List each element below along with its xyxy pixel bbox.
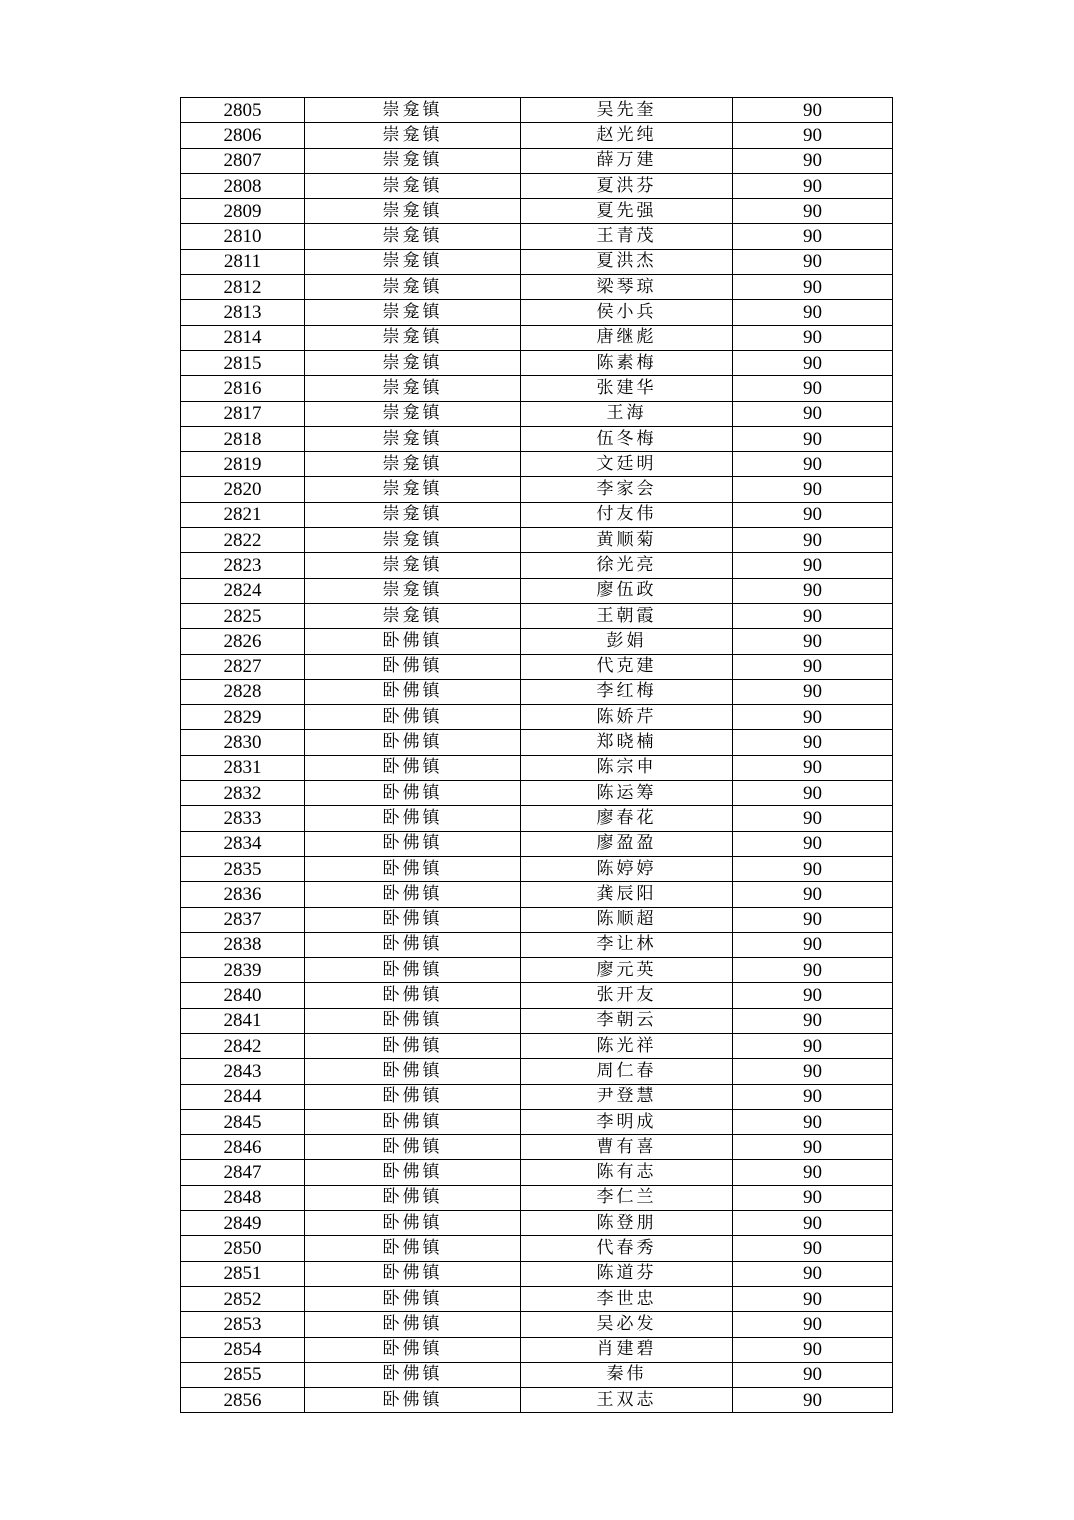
name-cell: 付友伟 bbox=[521, 502, 733, 527]
amount-cell: 90 bbox=[733, 553, 893, 578]
town-cell: 卧佛镇 bbox=[305, 983, 521, 1008]
name-cell: 廖春花 bbox=[521, 806, 733, 831]
amount-cell: 90 bbox=[733, 502, 893, 527]
row-number-cell: 2851 bbox=[181, 1261, 305, 1286]
amount-cell: 90 bbox=[733, 958, 893, 983]
town-cell: 卧佛镇 bbox=[305, 831, 521, 856]
table-row bbox=[181, 173, 893, 198]
row-number-cell: 2815 bbox=[181, 350, 305, 375]
row-number-cell: 2821 bbox=[181, 502, 305, 527]
town-cell: 卧佛镇 bbox=[305, 856, 521, 881]
row-number-cell: 2807 bbox=[181, 148, 305, 173]
table-row bbox=[181, 907, 893, 932]
row-number-cell: 2805 bbox=[181, 98, 305, 123]
name-cell: 代克建 bbox=[521, 654, 733, 679]
row-number-cell: 2827 bbox=[181, 654, 305, 679]
town-cell: 卧佛镇 bbox=[305, 781, 521, 806]
name-cell: 周仁春 bbox=[521, 1059, 733, 1084]
town-cell: 卧佛镇 bbox=[305, 1109, 521, 1134]
town-cell: 崇龛镇 bbox=[305, 528, 521, 553]
town-cell: 崇龛镇 bbox=[305, 123, 521, 148]
town-cell: 卧佛镇 bbox=[305, 654, 521, 679]
name-cell: 陈娇芹 bbox=[521, 705, 733, 730]
amount-cell: 90 bbox=[733, 1312, 893, 1337]
table-row bbox=[181, 1033, 893, 1058]
name-cell: 李朝云 bbox=[521, 1008, 733, 1033]
amount-cell: 90 bbox=[733, 932, 893, 957]
table-row bbox=[181, 856, 893, 881]
amount-cell: 90 bbox=[733, 1059, 893, 1084]
table-row bbox=[181, 148, 893, 173]
name-cell: 代春秀 bbox=[521, 1236, 733, 1261]
name-cell: 夏洪杰 bbox=[521, 249, 733, 274]
name-cell: 伍冬梅 bbox=[521, 426, 733, 451]
table-row bbox=[181, 249, 893, 274]
table-row bbox=[181, 831, 893, 856]
town-cell: 卧佛镇 bbox=[305, 1185, 521, 1210]
amount-cell: 90 bbox=[733, 603, 893, 628]
amount-cell: 90 bbox=[733, 1211, 893, 1236]
row-number-cell: 2845 bbox=[181, 1109, 305, 1134]
amount-cell: 90 bbox=[733, 907, 893, 932]
name-cell: 陈婷婷 bbox=[521, 856, 733, 881]
name-cell: 张开友 bbox=[521, 983, 733, 1008]
amount-cell: 90 bbox=[733, 224, 893, 249]
town-cell: 卧佛镇 bbox=[305, 1160, 521, 1185]
table-row bbox=[181, 1160, 893, 1185]
table-row bbox=[181, 730, 893, 755]
name-cell: 夏洪芬 bbox=[521, 173, 733, 198]
table-row bbox=[181, 1337, 893, 1362]
amount-cell: 90 bbox=[733, 98, 893, 123]
name-cell: 陈登朋 bbox=[521, 1211, 733, 1236]
town-cell: 崇龛镇 bbox=[305, 199, 521, 224]
row-number-cell: 2850 bbox=[181, 1236, 305, 1261]
table-row bbox=[181, 1109, 893, 1134]
row-number-cell: 2833 bbox=[181, 806, 305, 831]
row-number-cell: 2849 bbox=[181, 1211, 305, 1236]
table-row bbox=[181, 1185, 893, 1210]
table-row bbox=[181, 1286, 893, 1311]
town-cell: 崇龛镇 bbox=[305, 502, 521, 527]
amount-cell: 90 bbox=[733, 528, 893, 553]
table-row bbox=[181, 932, 893, 957]
roster-table-body bbox=[181, 98, 893, 1413]
row-number-cell: 2852 bbox=[181, 1286, 305, 1311]
amount-cell: 90 bbox=[733, 654, 893, 679]
row-number-cell: 2843 bbox=[181, 1059, 305, 1084]
amount-cell: 90 bbox=[733, 983, 893, 1008]
amount-cell: 90 bbox=[733, 1388, 893, 1413]
name-cell: 陈光祥 bbox=[521, 1033, 733, 1058]
table-row bbox=[181, 224, 893, 249]
town-cell: 崇龛镇 bbox=[305, 350, 521, 375]
town-cell: 卧佛镇 bbox=[305, 1211, 521, 1236]
row-number-cell: 2856 bbox=[181, 1388, 305, 1413]
table-row bbox=[181, 199, 893, 224]
table-row bbox=[181, 1135, 893, 1160]
name-cell: 陈有志 bbox=[521, 1160, 733, 1185]
row-number-cell: 2818 bbox=[181, 426, 305, 451]
table-row bbox=[181, 553, 893, 578]
row-number-cell: 2835 bbox=[181, 856, 305, 881]
row-number-cell: 2837 bbox=[181, 907, 305, 932]
amount-cell: 90 bbox=[733, 325, 893, 350]
row-number-cell: 2838 bbox=[181, 932, 305, 957]
amount-cell: 90 bbox=[733, 1286, 893, 1311]
amount-cell: 90 bbox=[733, 1236, 893, 1261]
table-row bbox=[181, 1059, 893, 1084]
amount-cell: 90 bbox=[733, 1084, 893, 1109]
amount-cell: 90 bbox=[733, 477, 893, 502]
name-cell: 彭娟 bbox=[521, 629, 733, 654]
name-cell: 李世忠 bbox=[521, 1286, 733, 1311]
amount-cell: 90 bbox=[733, 806, 893, 831]
name-cell: 王海 bbox=[521, 401, 733, 426]
name-cell: 李仁兰 bbox=[521, 1185, 733, 1210]
table-row bbox=[181, 755, 893, 780]
table-row bbox=[181, 1236, 893, 1261]
town-cell: 崇龛镇 bbox=[305, 603, 521, 628]
row-number-cell: 2811 bbox=[181, 249, 305, 274]
table-row bbox=[181, 325, 893, 350]
table-row bbox=[181, 376, 893, 401]
name-cell: 龚辰阳 bbox=[521, 882, 733, 907]
row-number-cell: 2814 bbox=[181, 325, 305, 350]
table-row bbox=[181, 502, 893, 527]
table-row bbox=[181, 983, 893, 1008]
table-row bbox=[181, 958, 893, 983]
table-row bbox=[181, 1008, 893, 1033]
town-cell: 卧佛镇 bbox=[305, 629, 521, 654]
amount-cell: 90 bbox=[733, 1033, 893, 1058]
name-cell: 肖建碧 bbox=[521, 1337, 733, 1362]
town-cell: 崇龛镇 bbox=[305, 401, 521, 426]
town-cell: 卧佛镇 bbox=[305, 1084, 521, 1109]
name-cell: 黄顺菊 bbox=[521, 528, 733, 553]
name-cell: 陈道芬 bbox=[521, 1261, 733, 1286]
amount-cell: 90 bbox=[733, 123, 893, 148]
table-row bbox=[181, 452, 893, 477]
town-cell: 卧佛镇 bbox=[305, 679, 521, 704]
name-cell: 陈顺超 bbox=[521, 907, 733, 932]
town-cell: 卧佛镇 bbox=[305, 1337, 521, 1362]
amount-cell: 90 bbox=[733, 831, 893, 856]
name-cell: 薛万建 bbox=[521, 148, 733, 173]
row-number-cell: 2812 bbox=[181, 275, 305, 300]
table-row bbox=[181, 98, 893, 123]
row-number-cell: 2808 bbox=[181, 173, 305, 198]
name-cell: 徐光亮 bbox=[521, 553, 733, 578]
amount-cell: 90 bbox=[733, 1362, 893, 1387]
row-number-cell: 2832 bbox=[181, 781, 305, 806]
amount-cell: 90 bbox=[733, 679, 893, 704]
table-row bbox=[181, 350, 893, 375]
amount-cell: 90 bbox=[733, 148, 893, 173]
name-cell: 吴必发 bbox=[521, 1312, 733, 1337]
town-cell: 崇龛镇 bbox=[305, 376, 521, 401]
town-cell: 崇龛镇 bbox=[305, 553, 521, 578]
amount-cell: 90 bbox=[733, 199, 893, 224]
row-number-cell: 2834 bbox=[181, 831, 305, 856]
town-cell: 卧佛镇 bbox=[305, 932, 521, 957]
table-row bbox=[181, 300, 893, 325]
town-cell: 卧佛镇 bbox=[305, 1286, 521, 1311]
town-cell: 卧佛镇 bbox=[305, 882, 521, 907]
table-row bbox=[181, 1084, 893, 1109]
amount-cell: 90 bbox=[733, 578, 893, 603]
town-cell: 崇龛镇 bbox=[305, 578, 521, 603]
town-cell: 崇龛镇 bbox=[305, 300, 521, 325]
table-row bbox=[181, 1362, 893, 1387]
amount-cell: 90 bbox=[733, 452, 893, 477]
row-number-cell: 2810 bbox=[181, 224, 305, 249]
row-number-cell: 2831 bbox=[181, 755, 305, 780]
row-number-cell: 2847 bbox=[181, 1160, 305, 1185]
row-number-cell: 2819 bbox=[181, 452, 305, 477]
name-cell: 唐继彪 bbox=[521, 325, 733, 350]
row-number-cell: 2825 bbox=[181, 603, 305, 628]
table-row bbox=[181, 1261, 893, 1286]
table-row bbox=[181, 401, 893, 426]
town-cell: 卧佛镇 bbox=[305, 705, 521, 730]
row-number-cell: 2826 bbox=[181, 629, 305, 654]
town-cell: 崇龛镇 bbox=[305, 426, 521, 451]
name-cell: 陈素梅 bbox=[521, 350, 733, 375]
table-row bbox=[181, 1388, 893, 1413]
town-cell: 崇龛镇 bbox=[305, 173, 521, 198]
amount-cell: 90 bbox=[733, 275, 893, 300]
table-row bbox=[181, 882, 893, 907]
roster-table bbox=[180, 97, 893, 1413]
amount-cell: 90 bbox=[733, 401, 893, 426]
name-cell: 梁琴琼 bbox=[521, 275, 733, 300]
town-cell: 崇龛镇 bbox=[305, 325, 521, 350]
name-cell: 侯小兵 bbox=[521, 300, 733, 325]
name-cell: 秦伟 bbox=[521, 1362, 733, 1387]
row-number-cell: 2853 bbox=[181, 1312, 305, 1337]
row-number-cell: 2855 bbox=[181, 1362, 305, 1387]
town-cell: 崇龛镇 bbox=[305, 452, 521, 477]
amount-cell: 90 bbox=[733, 1160, 893, 1185]
name-cell: 尹登慧 bbox=[521, 1084, 733, 1109]
town-cell: 崇龛镇 bbox=[305, 224, 521, 249]
town-cell: 崇龛镇 bbox=[305, 98, 521, 123]
table-row bbox=[181, 1312, 893, 1337]
amount-cell: 90 bbox=[733, 1135, 893, 1160]
town-cell: 卧佛镇 bbox=[305, 1388, 521, 1413]
name-cell: 吴先奎 bbox=[521, 98, 733, 123]
town-cell: 卧佛镇 bbox=[305, 1135, 521, 1160]
row-number-cell: 2842 bbox=[181, 1033, 305, 1058]
table-row bbox=[181, 806, 893, 831]
town-cell: 卧佛镇 bbox=[305, 1059, 521, 1084]
amount-cell: 90 bbox=[733, 350, 893, 375]
amount-cell: 90 bbox=[733, 426, 893, 451]
town-cell: 崇龛镇 bbox=[305, 148, 521, 173]
amount-cell: 90 bbox=[733, 705, 893, 730]
amount-cell: 90 bbox=[733, 781, 893, 806]
table-row bbox=[181, 1211, 893, 1236]
town-cell: 崇龛镇 bbox=[305, 275, 521, 300]
name-cell: 李让林 bbox=[521, 932, 733, 957]
table-row bbox=[181, 123, 893, 148]
row-number-cell: 2839 bbox=[181, 958, 305, 983]
name-cell: 曹有喜 bbox=[521, 1135, 733, 1160]
amount-cell: 90 bbox=[733, 1261, 893, 1286]
name-cell: 廖盈盈 bbox=[521, 831, 733, 856]
row-number-cell: 2836 bbox=[181, 882, 305, 907]
name-cell: 王青茂 bbox=[521, 224, 733, 249]
town-cell: 卧佛镇 bbox=[305, 1312, 521, 1337]
row-number-cell: 2817 bbox=[181, 401, 305, 426]
town-cell: 卧佛镇 bbox=[305, 1008, 521, 1033]
name-cell: 赵光纯 bbox=[521, 123, 733, 148]
row-number-cell: 2841 bbox=[181, 1008, 305, 1033]
amount-cell: 90 bbox=[733, 1109, 893, 1134]
name-cell: 廖伍政 bbox=[521, 578, 733, 603]
row-number-cell: 2813 bbox=[181, 300, 305, 325]
town-cell: 卧佛镇 bbox=[305, 1033, 521, 1058]
table-row bbox=[181, 477, 893, 502]
row-number-cell: 2830 bbox=[181, 730, 305, 755]
town-cell: 卧佛镇 bbox=[305, 1261, 521, 1286]
table-row bbox=[181, 679, 893, 704]
table-row bbox=[181, 603, 893, 628]
name-cell: 张建华 bbox=[521, 376, 733, 401]
row-number-cell: 2846 bbox=[181, 1135, 305, 1160]
row-number-cell: 2829 bbox=[181, 705, 305, 730]
town-cell: 卧佛镇 bbox=[305, 1236, 521, 1261]
town-cell: 卧佛镇 bbox=[305, 755, 521, 780]
town-cell: 卧佛镇 bbox=[305, 907, 521, 932]
amount-cell: 90 bbox=[733, 755, 893, 780]
name-cell: 王双志 bbox=[521, 1388, 733, 1413]
row-number-cell: 2822 bbox=[181, 528, 305, 553]
row-number-cell: 2809 bbox=[181, 199, 305, 224]
amount-cell: 90 bbox=[733, 376, 893, 401]
name-cell: 文廷明 bbox=[521, 452, 733, 477]
row-number-cell: 2848 bbox=[181, 1185, 305, 1210]
amount-cell: 90 bbox=[733, 1008, 893, 1033]
amount-cell: 90 bbox=[733, 249, 893, 274]
table-row bbox=[181, 629, 893, 654]
name-cell: 陈运筹 bbox=[521, 781, 733, 806]
row-number-cell: 2816 bbox=[181, 376, 305, 401]
row-number-cell: 2806 bbox=[181, 123, 305, 148]
town-cell: 卧佛镇 bbox=[305, 1362, 521, 1387]
amount-cell: 90 bbox=[733, 856, 893, 881]
row-number-cell: 2823 bbox=[181, 553, 305, 578]
row-number-cell: 2840 bbox=[181, 983, 305, 1008]
name-cell: 夏先强 bbox=[521, 199, 733, 224]
table-row bbox=[181, 781, 893, 806]
row-number-cell: 2854 bbox=[181, 1337, 305, 1362]
name-cell: 李家会 bbox=[521, 477, 733, 502]
amount-cell: 90 bbox=[733, 730, 893, 755]
name-cell: 郑晓楠 bbox=[521, 730, 733, 755]
name-cell: 李明成 bbox=[521, 1109, 733, 1134]
name-cell: 廖元英 bbox=[521, 958, 733, 983]
row-number-cell: 2828 bbox=[181, 679, 305, 704]
table-row bbox=[181, 654, 893, 679]
row-number-cell: 2820 bbox=[181, 477, 305, 502]
amount-cell: 90 bbox=[733, 300, 893, 325]
amount-cell: 90 bbox=[733, 629, 893, 654]
town-cell: 卧佛镇 bbox=[305, 730, 521, 755]
table-row bbox=[181, 528, 893, 553]
name-cell: 李红梅 bbox=[521, 679, 733, 704]
town-cell: 卧佛镇 bbox=[305, 806, 521, 831]
row-number-cell: 2824 bbox=[181, 578, 305, 603]
table-row bbox=[181, 275, 893, 300]
amount-cell: 90 bbox=[733, 1337, 893, 1362]
town-cell: 崇龛镇 bbox=[305, 249, 521, 274]
amount-cell: 90 bbox=[733, 882, 893, 907]
row-number-cell: 2844 bbox=[181, 1084, 305, 1109]
amount-cell: 90 bbox=[733, 173, 893, 198]
table-row bbox=[181, 426, 893, 451]
town-cell: 崇龛镇 bbox=[305, 477, 521, 502]
table-row bbox=[181, 578, 893, 603]
amount-cell: 90 bbox=[733, 1185, 893, 1210]
name-cell: 陈宗申 bbox=[521, 755, 733, 780]
town-cell: 卧佛镇 bbox=[305, 958, 521, 983]
name-cell: 王朝霞 bbox=[521, 603, 733, 628]
table-row bbox=[181, 705, 893, 730]
roster-table-container bbox=[180, 97, 892, 1413]
